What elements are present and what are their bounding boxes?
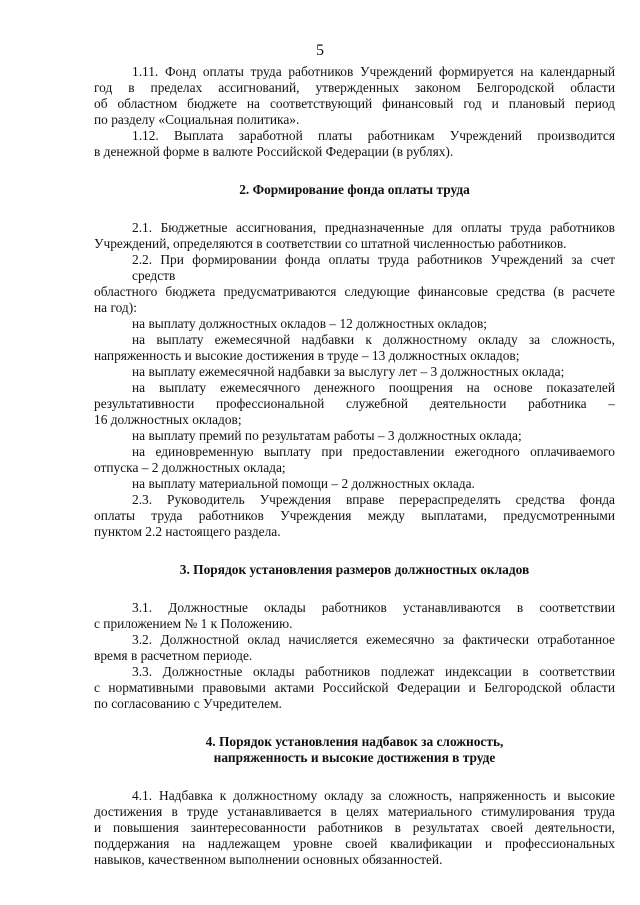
text-line: отпуска – 2 должностных оклада; [94, 460, 286, 475]
text-line: 1.12. Выплата заработной платы работникам Учреждений производится [132, 128, 615, 143]
text-line: 4.1. Надбавка к должностному окладу за сложность, напряженность и высокие [132, 788, 615, 803]
text-line: на выплату ежемесячной надбавки за выслугу лет – 3 должностных оклада; [132, 364, 565, 379]
section-heading-3: 3. Порядок установления размеров должностных окладов [179, 562, 530, 577]
section-heading-2: 2. Формирование фонда оплаты труда [239, 182, 470, 197]
text-line: с приложением № 1 к Положению. [94, 616, 293, 631]
text-line: на выплату материальной помощи – 2 должностных оклада. [132, 476, 475, 491]
list-item-incentive [94, 380, 615, 428]
text-line: на выплату должностных окладов – 12 должностных окладов; [132, 316, 488, 331]
text-line: на выплату ежемесячного денежного поощрения на основе показателей [132, 380, 615, 395]
text-line: 16 должностных окладов; [94, 412, 242, 427]
text-line: 3.1. Должностные оклады работников устанавливаются в соответствии [132, 600, 615, 615]
text-line: на выплату премий по результатам работы – 3 должностных оклада; [132, 428, 522, 443]
paragraph-2-3 [94, 492, 615, 540]
text-line: навыков, качественном выполнении основных обязанностей. [94, 852, 443, 867]
heading-line: напряженность и высокие достижения в труде [213, 750, 496, 765]
paragraph-3-1 [94, 600, 615, 632]
text-line: достижения в труде устанавливается в целях материального стимулирования труда [94, 804, 615, 819]
heading-line: 4. Порядок установления надбавок за сложность, [205, 734, 504, 749]
list-item-aid [94, 476, 615, 492]
text-line: напряженность и высокие достижения в труде – 13 должностных окладов; [94, 348, 520, 363]
text-line: оплаты труда работников Учреждения между выплатами, предусмотренными [94, 508, 615, 523]
text-line: на единовременную выплату при предоставлении ежегодного оплачиваемого [132, 444, 615, 459]
list-item-bonus [94, 428, 615, 444]
list-item-vacation [94, 444, 615, 476]
text-line: пунктом 2.2 настоящего раздела. [94, 524, 281, 539]
text-line: областного бюджета предусматриваются следующие финансовые средства (в расчете [94, 284, 615, 299]
text-line: Учреждений, определяются в соответствии со штатной численностью работников. [94, 236, 567, 251]
text-line: 3.2. Должностной оклад начисляется ежемесячно за фактически отработанное [132, 632, 615, 647]
text-line: результативности профессиональной служебной деятельности работника – [94, 396, 615, 411]
section-heading-4 [94, 734, 615, 766]
text-line: с нормативными правовыми актами Российской Федерации и Белгородской области [94, 680, 615, 695]
paragraph-1-12 [94, 128, 615, 160]
page-number: 5 [316, 42, 324, 59]
text-line: по согласованию с Учредителем. [94, 696, 282, 711]
paragraph-3-2 [94, 632, 615, 664]
paragraph-2-2 [94, 252, 615, 316]
paragraph-1-11 [94, 64, 615, 128]
list-item-complexity [94, 332, 615, 364]
text-line: на выплату ежемесячной надбавки к должностному окладу за сложность, [132, 332, 615, 347]
text-line: 3.3. Должностные оклады работников подлежат индексации в соответствии [132, 664, 615, 679]
text-line: об областном бюджете на соответствующий финансовый год и плановый период [94, 96, 615, 111]
paragraph-2-1 [94, 220, 615, 252]
paragraph-4-1 [94, 788, 615, 868]
paragraph-3-3 [94, 664, 615, 712]
text-line: 2.1. Бюджетные ассигнования, предназначенные для оплаты труда работников [132, 220, 615, 235]
text-line: год в пределах ассигнований, утвержденных законом Белгородской области [94, 80, 615, 95]
text-line: на год): [94, 300, 137, 315]
list-item-seniority [94, 364, 615, 380]
text-line: время в расчетном периоде. [94, 648, 253, 663]
text-line: по разделу «Социальная политика». [94, 112, 300, 127]
text-line: 2.3. Руководитель Учреждения вправе перераспределять средства фонда [132, 492, 615, 507]
text-line: 1.11. Фонд оплаты труда работников Учреждений формируется на календарный [132, 64, 615, 79]
list-item-salary [94, 316, 615, 332]
text-line: 2.2. При формировании фонда оплаты труда работников Учреждений за счет средств [132, 252, 615, 283]
document-body [94, 64, 615, 868]
text-line: и повышения заинтересованности работников в результатах своей деятельности, [94, 820, 615, 835]
text-line: поддержания на надлежащем уровне своей квалификации и профессиональных [94, 836, 615, 851]
text-line: в денежной форме в валюте Российской Федерации (в рублях). [94, 144, 454, 159]
